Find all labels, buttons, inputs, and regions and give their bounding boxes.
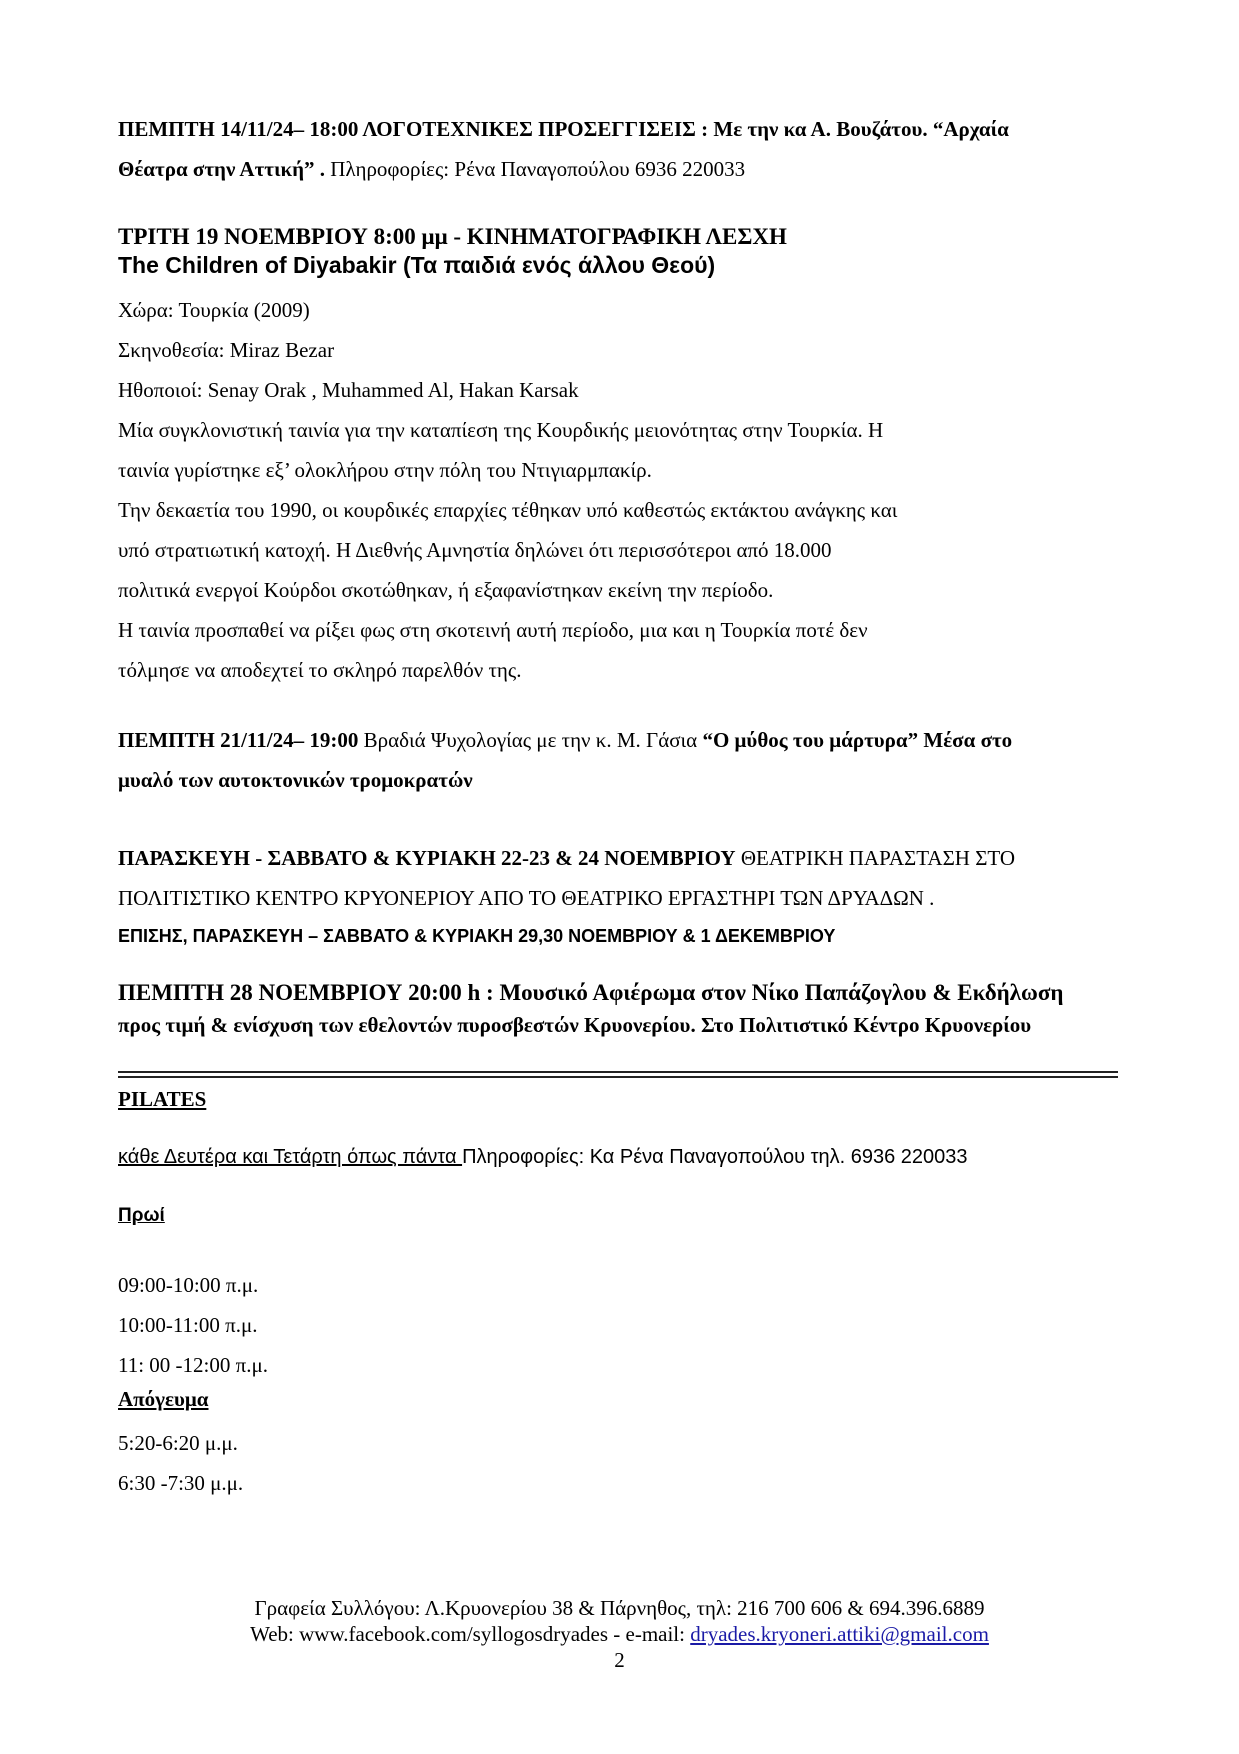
pilates-schedule <box>118 1143 968 1171</box>
film-description-line: Η ταινία προσπαθεί να ρίξει φως στη σκοτεινή αυτή περίοδο, μια και η Τουρκία ποτέ δεν <box>118 618 868 642</box>
footer-address: Γραφεία Συλλόγου: Λ.Κρυονερίου 38 & Πάρνηθος, τηλ: 216 700 606 & 694.396.6889 <box>254 1596 985 1620</box>
pilates-morning-label: Πρωί <box>118 1205 165 1226</box>
event-theatre-extra-dates: ΕΠΙΣΗΣ, ΠΑΡΑΣΚΕΥΗ – ΣΑΒΒΑΤΟ & ΚΥΡΙΑΚΗ 29,30 ΝΟΕΜΒΡΙΟΥ & 1 ΔΕΚΕΜΒΡΙΟΥ <box>118 926 836 946</box>
film-description-line: Χώρα: Τουρκία (2009) <box>118 298 310 322</box>
event-literary-title: Θέατρα στην Αττική” . <box>118 157 326 181</box>
cinema-heading: ΤΡΙΤΗ 19 ΝΟΕΜΒΡΙΟΥ 8:00 μμ - ΚΙΝΗΜΑΤΟΓΡΑΦΙΚΗ ΛΕΣΧΗ <box>118 224 787 249</box>
footer-email-link[interactable]: dryades.kryoneri.attiki@gmail.com <box>690 1622 989 1646</box>
event-music-tribute <box>118 977 1063 1041</box>
event-theatre <box>118 838 1015 918</box>
afternoon-time-slot: 6:30 -7:30 μ.μ. <box>118 1471 244 1495</box>
film-description-line: Ηθοποιοί: Senay Orak , Muhammed Al, Hakan Karsak <box>118 378 579 402</box>
footer <box>0 1595 1239 1673</box>
pilates-afternoon-label: Απόγευμα <box>118 1387 209 1411</box>
event-music-line-1: ΠΕΜΠΤΗ 28 ΝΟΕΜΒΡΙΟΥ 20:00 h : Μουσικό Αφιέρωμα στον Νίκο Παπάζογλου & Εκδήλωση <box>118 980 1064 1005</box>
film-description-line: πολιτικά ενεργοί Κούρδοι σκοτώθηκαν, ή εξαφανίστηκαν εκείνη την περίοδο. <box>118 578 774 602</box>
event-psychology-title: “Ο μύθος του μάρτυρα” Μέσα στο <box>702 728 1013 752</box>
film-description-line: υπό στρατιωτική κατοχή. Η Διεθνής Αμνηστία δηλώνει ότι περισσότεροι από 18.000 <box>118 538 832 562</box>
pilates-morning-times <box>118 1265 268 1385</box>
separator-rule <box>118 1071 1118 1081</box>
film-description <box>118 290 897 690</box>
morning-time-slot: 10:00-11:00 π.μ. <box>118 1313 258 1337</box>
event-theatre-line-2: ΠΟΛΙΤΙΣΤΙΚΟ ΚΕΝΤΡΟ ΚΡΥΟΝΕΡΙΟΥ ΑΠΟ ΤΟ ΘΕΑΤΡΙΚΟ ΕΡΓΑΣΤΗΡΙ ΤΩΝ ΔΡΥΑΔΩΝ . <box>118 886 935 910</box>
pilates-afternoon-times <box>118 1423 243 1503</box>
event-theatre-dates: ΠΑΡΑΣΚΕΥΗ - ΣΑΒΒΑΤΟ & ΚΥΡΙΑΚΗ 22-23 & 24 ΝΟΕΜΒΡΙΟΥ <box>118 846 736 870</box>
film-description-line: Σκηνοθεσία: Miraz Bezar <box>118 338 335 362</box>
film-description-line: ταινία γυρίστηκε εξ’ ολοκλήρου στην πόλη του Ντιγιαρμπακίρ. <box>118 458 652 482</box>
event-psychology-line-2: μυαλό των αυτοκτονικών τρομοκρατών <box>118 768 473 792</box>
footer-web <box>0 1621 1239 1647</box>
event-literary-line-1: ΠΕΜΠΤΗ 14/11/24– 18:00 ΛΟΓΟΤΕΧΝΙΚΕΣ ΠΡΟΣΕΓΓΙΣΕΙΣ : Με την κα Α. Βουζάτου. “Αρχαία <box>118 117 1009 141</box>
film-description-line: Την δεκαετία του 1990, οι κουρδικές επαρχίες τέθηκαν υπό καθεστώς εκτάκτου ανάγκης και <box>118 498 898 522</box>
film-description-line: τόλμησε να αποδεχτεί το σκληρό παρελθόν της. <box>118 658 522 682</box>
event-theatre-desc: ΘΕΑΤΡΙΚΗ ΠΑΡΑΣΤΑΣΗ ΣΤΟ <box>735 846 1016 870</box>
event-literary <box>118 109 1009 189</box>
footer-web-prefix: Web: www.facebook.com/syllogosdryades - e-mail: <box>250 1622 691 1646</box>
morning-time-slot: 11: 00 -12:00 π.μ. <box>118 1353 268 1377</box>
film-title: The Children of Diyabakir (Τα παιδιά ενός άλλου Θεού) <box>118 252 716 278</box>
event-music-line-2: προς τιμή & ενίσχυση των εθελοντών πυροσβεστών Κρυονερίου. Στο Πολιτιστικό Κέντρο Κρυονερίου <box>118 1013 1032 1037</box>
afternoon-time-slot: 5:20-6:20 μ.μ. <box>118 1431 238 1455</box>
page-number: 2 <box>614 1648 625 1672</box>
event-cinema-heading <box>118 223 787 279</box>
pilates-info: Πληροφορίες: Κα Ρένα Παναγοπούλου τηλ. 6936 220033 <box>462 1146 968 1168</box>
event-literary-line-2 <box>118 149 1009 189</box>
pilates-schedule-note: κάθε Δευτέρα και Τετάρτη όπως πάντα <box>118 1146 463 1168</box>
event-literary-info: Πληροφορίες: Ρένα Παναγοπούλου 6936 220033 <box>325 157 746 181</box>
event-psychology-date: ΠΕΜΠΤΗ 21/11/24– 19:00 <box>118 728 359 752</box>
pilates-title: PILATES <box>118 1087 207 1111</box>
morning-time-slot: 09:00-10:00 π.μ. <box>118 1273 259 1297</box>
event-psychology <box>118 720 1012 800</box>
film-description-line: Μία συγκλονιστική ταινία για την καταπίεση της Κουρδικής μειονότητας στην Τουρκία. Η <box>118 418 884 442</box>
event-psychology-desc: Βραδιά Ψυχολογίας με την κ. Μ. Γάσια <box>358 728 703 752</box>
event-theatre-line-1 <box>118 838 1015 878</box>
event-psychology-line-1 <box>118 720 1012 760</box>
